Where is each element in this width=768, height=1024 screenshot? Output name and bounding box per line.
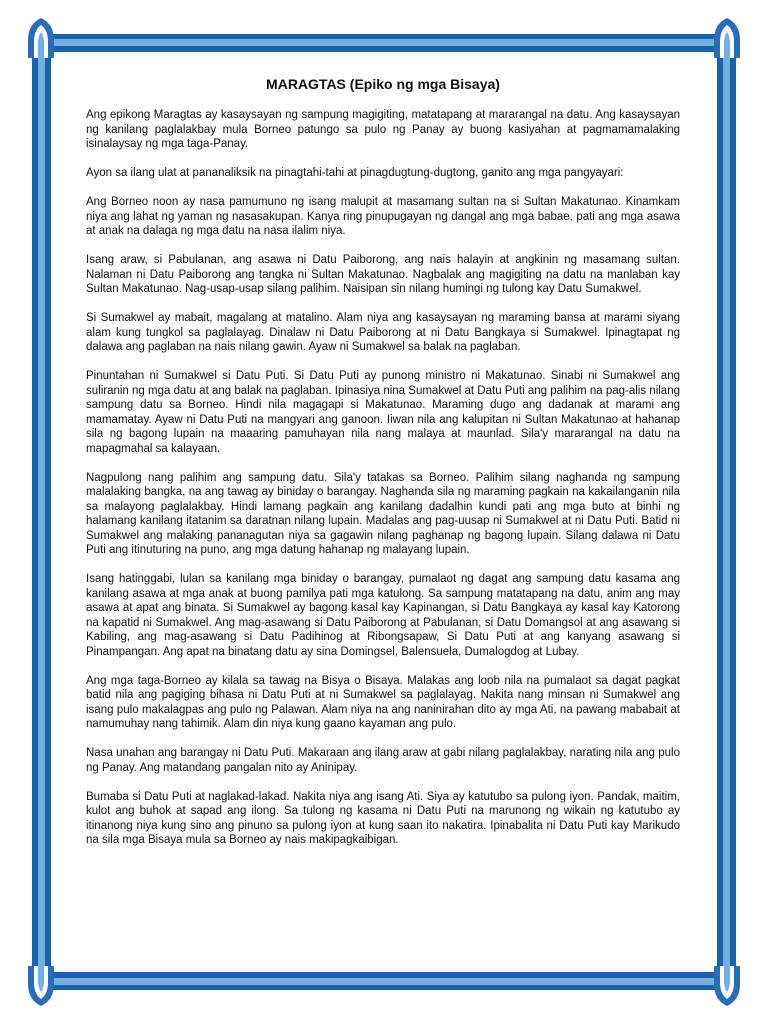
left-border-band [32, 30, 51, 994]
top-border-band [30, 34, 738, 52]
paragraph-7: Nagpulong nang palihim ang sampung datu. Sila'y tatakas sa Borneo. Palihim silang naghanda ng sampung malalaking bangka, na ang tawag ay biniday o barangay. Naghanda sila ng maraming pagkain na kakailanganin nila sa malayong paglalakbay. Hindi lamang pagkain ang kanilang dadalhin kundi pati ang mga buto at binhi ng halamang kanilang itatanim sa daratnan nilang lupain. Madalas ang pag-uusap ni Sumakwel at ni Datu Puti. Batid ni Sumakwel ang malaking pananagutan niya sa gagawin nilang paghanap ng bagong lupain. Silang dalawa ni Datu Puti ang itinuturing na puno, ang mga datung hahanap ng malayang lupain. [86, 471, 680, 556]
paragraph-1: Ang epikong Maragtas ay kasaysayan ng sampung magigiting, matatapang at mararangal na datu. Ang kasaysayan ng kanilang paglalakbay mula Borneo patungo sa pulo ng Panay ay buong kasiyahan at pagmamamalaking isinalaysay ng mga taga-Panay. [86, 109, 680, 150]
paragraph-6: Pinuntahan ni Sumakwel si Datu Puti. Si Datu Puti ay punong ministro ni Makatunao. Sinabi ni Sumakwel ang suliranin ng mga datu at ang balak na paglaban. Ipinasiya nina Sumakwel at Datu Puti ang palihim na pag-alis nilang sampung datu sa Borneo. Hindi nila magagapi si Makatunao. Maraming dugo ang dadanak at marami ang mamamatay. Ayaw ni Datu Puti na mangyari ang ganoon. Iiwan nila ang kalupitan ni Sultan Makatunao at hahanap sila ng bagong lupain na maaaring pamuhayan nila nang malaya at maunlad. Sila'y mararangal na datu na mapagmahal sa kalayaan. [86, 370, 680, 455]
paragraph-10: Nasa unahan ang barangay ni Datu Puti. Makaraan ang ilang araw at gabi nilang paglalakbay, narating nila ang pulo ng Panay. Ang matandang pangalan nito ay Aninipay. [86, 747, 680, 774]
corner-ornament-bottom-right [714, 966, 740, 1006]
corner-ornament-top-left [28, 18, 54, 58]
bottom-border-band [30, 972, 738, 990]
document-title: MARAGTAS (Epiko ng mga Bisaya) [266, 76, 500, 92]
paragraph-5: Si Sumakwel ay mabait, magalang at matalino. Alam niya ang kasaysayan ng maraming bansa at marami siyang alam kung tungkol sa paglalayag. Dinalaw ni Datu Paiborong at ni Datu Bangkaya si Sumakwel. Ipinagtapat ng dalawa ang paglaban na nais nilang gawin. Ayaw ni Sumakwel sa balak na paglaban. [86, 312, 680, 353]
paragraph-3: Ang Borneo noon ay nasa pamumuno ng isang malupit at masamang sultan na si Sultan Makatunao. Kinamkam niya ang lahat ng yaman ng nasasakupan. Kanya ring pinupugayan ng dangal ang mga babae, pati ang mga asawa at anak na dalaga ng mga datu na nasa ilalim niya. [86, 196, 680, 237]
paragraph-4: Isang araw, si Pabulanan, ang asawa ni Datu Paiborong, ang nais halayin at angkinin ng masamang sultan. Nalaman ni Datu Paiborong ang tangka ni Sultan Makatunao. Nagbalak ang magigiting na datu na manlaban kay Sultan Makatunao. Nag-usap-usap silang palihim. Naisipan sin nilang humingi ng tulong kay Datu Sumakwel. [86, 254, 680, 295]
right-border-band [717, 30, 736, 994]
corner-ornament-top-right [714, 18, 740, 58]
document-body [86, 76, 680, 862]
paragraph-8: Isang hatinggabi, lulan sa kanilang mga biniday o barangay, pumalaot ng dagat ang sampung datu kasama ang kanilang asawa at mga anak at buong pamilya pati mga katulong. Sa sampung matatapang na datu, anim ang may asawa at apat ang binata. Si Sumakwel ay bagong kasal kay Kapinangan, si Datu Bangkaya ay kasal kay Katorong na kapatid ni Sumakwel. Ang mag-asawang si Datu Paiborong at Pabulanan, si Datu Domangsol at ang asawang si Kabiling, ang mag-asawang si Datu Padihinog at Ribongsapaw, Si Datu Puti at ang kanyang asawang si Pinampangan. Ang apat na binatang datu ay sina Domingsel, Balensuela, Dumalogdog at Lubay. [86, 573, 680, 658]
corner-ornament-bottom-left [28, 966, 54, 1006]
paragraph-2: Ayon sa ilang ulat at pananaliksik na pinagtahi-tahi at pinagdugtung-dugtong, ganito ang mga pangyayari: [86, 167, 624, 179]
paragraph-11: Bumaba si Datu Puti at naglakad-lakad. Nakita niya ang isang Ati. Siya ay katutubo sa pulong iyon. Pandak, maitim, kulot ang buhok at sapad ang ilong. Sa tulong ng kasama ni Datu Puti na marunong ng wikain ng katutubo ay itinanong niya kung sino ang pinuno sa pulong iyon at kung saan ito nakatira. Ipinabalita ni Datu Puti kay Marikudo na sila mga Bisaya mula sa Borneo ay nais makipagkaibigan. [86, 790, 680, 846]
paragraph-9: Ang mga taga-Borneo ay kilala sa tawag na Bisya o Bisaya. Malakas ang loob nila na pumalaot sa dagat pagkat batid nila ang pagiging bihasa ni Datu Puti at ni Sumakwel sa paglalayag. Nakita nang minsan ni Sumakwel ang isang pulo makalagpas ang pulo ng Palawan. Alam niya na ang naninirahan dito ay mga Ati, na pawang mababait at namumuhay nang tahimik. Alam din niya kung gaano kayaman ang pulo. [86, 674, 680, 730]
